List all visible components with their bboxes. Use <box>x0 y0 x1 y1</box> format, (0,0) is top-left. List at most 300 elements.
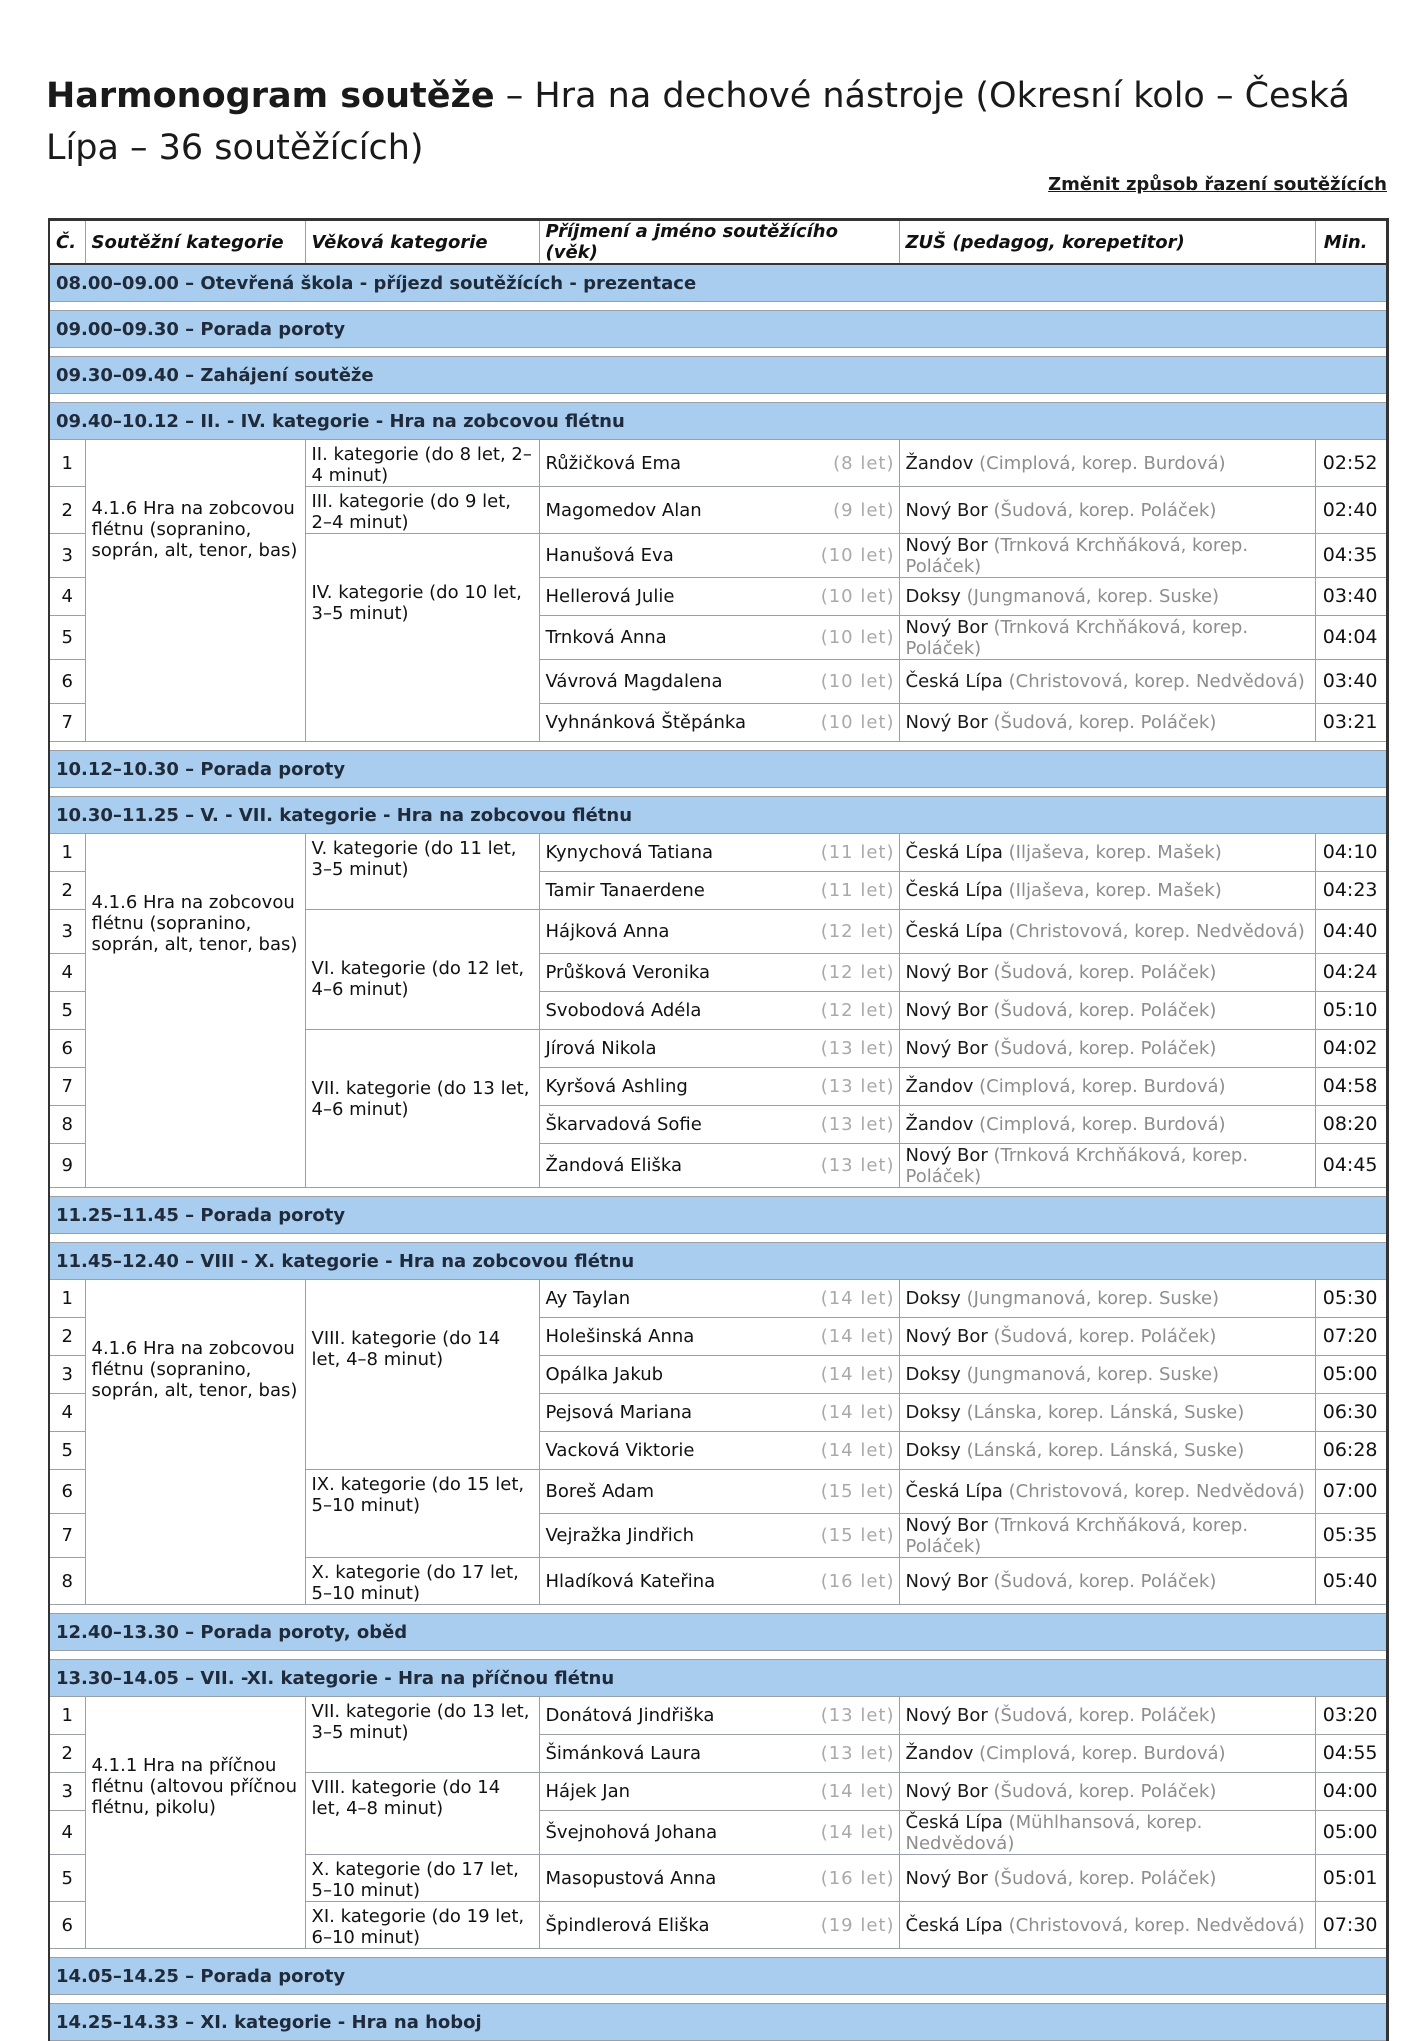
performance-time: 05:00 <box>1315 1356 1387 1394</box>
teacher-accompanist: (Šudová, korep. Poláček) <box>993 1781 1217 1802</box>
teacher-accompanist: (Christovová, korep. Nedvědová) <box>1008 671 1305 692</box>
contestant-age: (14 let) <box>820 1288 895 1309</box>
contestant-name: Hájková Anna <box>545 921 670 942</box>
time-slot-header <box>49 403 1387 440</box>
section-spacer-cell <box>49 1995 1387 2004</box>
school-name: Žandov <box>905 1076 974 1097</box>
school-cell <box>899 954 1315 992</box>
teacher-accompanist: (Šudová, korep. Poláček) <box>993 712 1217 733</box>
contestant-age: (13 let) <box>820 1038 895 1059</box>
school-cell <box>899 1068 1315 1106</box>
school-name: Česká Lípa <box>905 880 1003 901</box>
col-header-num: Č. <box>49 220 85 265</box>
row-number: 1 <box>49 440 85 487</box>
school-name: Nový Bor <box>905 962 988 983</box>
row-number: 2 <box>49 487 85 534</box>
contestant-name: Pejsová Mariana <box>545 1402 693 1423</box>
contestant-age: (14 let) <box>820 1781 895 1802</box>
title-subtitle: – Hra na dechové nástroje (Okresní kolo – Česká Lípa – 36 soutěžících) <box>46 76 1350 168</box>
section-spacer <box>49 1949 1387 1958</box>
contestant-cell <box>539 1394 899 1432</box>
competition-category: 4.1.6 Hra na zobcovou flétnu (sopranino, soprán, alt, tenor, bas) <box>85 440 305 742</box>
school-name: Nový Bor <box>905 1867 988 1889</box>
school-cell <box>899 1558 1315 1605</box>
time-slot-header <box>49 311 1387 348</box>
section-spacer <box>49 1651 1387 1660</box>
contestant-name: Žandová Eliška <box>545 1155 683 1176</box>
teacher-accompanist: (Trnková Krchňáková, korep. Poláček) <box>905 1514 1249 1557</box>
performance-time: 05:30 <box>1315 1280 1387 1318</box>
contestant-cell <box>539 1773 899 1811</box>
row-number: 6 <box>49 660 85 704</box>
contestant-name: Vacková Viktorie <box>545 1440 695 1461</box>
teacher-accompanist: (Cimplová, korep. Burdová) <box>979 1114 1226 1135</box>
school-name: Česká Lípa <box>905 1811 1003 1833</box>
time-slot-label: 08.00–09.00 – Otevřená škola - příjezd soutěžících - prezentace <box>49 264 1387 302</box>
performance-time: 04:02 <box>1315 1030 1387 1068</box>
section-spacer-cell <box>49 742 1387 751</box>
school-cell <box>899 1030 1315 1068</box>
col-header-name: Příjmení a jméno soutěžícího (věk) <box>539 220 899 265</box>
row-number: 4 <box>49 1394 85 1432</box>
table-header-row <box>49 220 1387 265</box>
contestant-name: Průšková Veronika <box>545 962 710 983</box>
row-number: 4 <box>49 578 85 616</box>
teacher-accompanist: (Cimplová, korep. Burdová) <box>979 452 1226 474</box>
contestant-age: (13 let) <box>820 1705 895 1726</box>
contestant-name: Špindlerová Eliška <box>545 1914 710 1936</box>
contestant-age: (12 let) <box>820 921 895 942</box>
contestant-age: (13 let) <box>820 1076 895 1097</box>
col-header-min: Min. <box>1315 220 1387 265</box>
school-name: Česká Lípa <box>905 842 1003 863</box>
col-header-school: ZUŠ (pedagog, korepetitor) <box>899 220 1315 265</box>
school-name: Nový Bor <box>905 1705 988 1726</box>
teacher-accompanist: (Trnková Krchňáková, korep. Poláček) <box>905 534 1249 577</box>
teacher-accompanist: (Šudová, korep. Poláček) <box>993 1000 1217 1021</box>
contestant-age: (13 let) <box>820 1743 895 1764</box>
row-number: 1 <box>49 834 85 872</box>
row-number: 3 <box>49 534 85 578</box>
col-header-category: Soutěžní kategorie <box>85 220 305 265</box>
age-category: V. kategorie (do 11 let, 3–5 minut) <box>305 834 539 910</box>
contestant-name: Donátová Jindřiška <box>545 1705 715 1726</box>
contestant-name: Hladíková Kateřina <box>545 1570 716 1592</box>
time-slot-header <box>49 357 1387 394</box>
school-cell <box>899 578 1315 616</box>
contestant-age: (15 let) <box>820 1481 895 1502</box>
school-cell <box>899 1697 1315 1735</box>
contestant-age: (16 let) <box>820 1867 895 1889</box>
contestant-cell <box>539 1470 899 1514</box>
row-number: 1 <box>49 1697 85 1735</box>
performance-time: 05:00 <box>1315 1811 1387 1855</box>
section-spacer <box>49 394 1387 403</box>
school-cell <box>899 992 1315 1030</box>
contestant-cell <box>539 872 899 910</box>
section-spacer-cell <box>49 788 1387 797</box>
row-number: 4 <box>49 954 85 992</box>
section-spacer <box>49 348 1387 357</box>
contestant-name: Masopustová Anna <box>545 1867 717 1889</box>
contestant-cell <box>539 910 899 954</box>
time-slot-label: 13.30–14.05 – VII. -XI. kategorie - Hra na příčnou flétnu <box>49 1660 1387 1697</box>
school-cell <box>899 487 1315 534</box>
schedule-table <box>48 218 1389 2041</box>
contestant-cell <box>539 834 899 872</box>
school-name: Doksy <box>905 1364 961 1385</box>
age-category: VIII. kategorie (do 14 let, 4–8 minut) <box>305 1280 539 1470</box>
time-slot-label: 14.05–14.25 – Porada poroty <box>49 1958 1387 1995</box>
contestant-age: (10 let) <box>820 627 895 648</box>
section-spacer <box>49 1188 1387 1197</box>
contestant-name: Magomedov Alan <box>545 499 702 521</box>
contestant-age: (16 let) <box>820 1570 895 1592</box>
teacher-accompanist: (Šudová, korep. Poláček) <box>993 1570 1217 1592</box>
school-name: Nový Bor <box>905 1781 988 1802</box>
performance-time: 04:00 <box>1315 1773 1387 1811</box>
table-row <box>49 1280 1387 1318</box>
contestant-cell <box>539 1356 899 1394</box>
school-cell <box>899 660 1315 704</box>
performance-time: 02:40 <box>1315 487 1387 534</box>
row-number: 3 <box>49 1773 85 1811</box>
contestant-name: Jírová Nikola <box>545 1038 657 1059</box>
contestant-cell <box>539 1514 899 1558</box>
school-name: Doksy <box>905 1440 961 1461</box>
school-name: Nový Bor <box>905 712 988 733</box>
time-slot-header <box>49 2004 1387 2041</box>
performance-time: 04:40 <box>1315 910 1387 954</box>
school-cell <box>899 534 1315 578</box>
contestant-cell <box>539 440 899 487</box>
school-cell <box>899 1394 1315 1432</box>
contestant-cell <box>539 660 899 704</box>
teacher-accompanist: (Šudová, korep. Poláček) <box>993 1867 1217 1889</box>
contestant-name: Hanušová Eva <box>545 545 674 566</box>
contestant-age: (10 let) <box>820 712 895 733</box>
section-spacer-cell <box>49 394 1387 403</box>
school-cell <box>899 704 1315 742</box>
age-category: X. kategorie (do 17 let, 5–10 minut) <box>305 1558 539 1605</box>
contestant-name: Švejnohová Johana <box>545 1822 718 1843</box>
school-cell <box>899 1470 1315 1514</box>
school-cell <box>899 872 1315 910</box>
section-spacer <box>49 742 1387 751</box>
schedule-body <box>49 264 1387 2041</box>
school-cell <box>899 616 1315 660</box>
contestant-age: (13 let) <box>820 1114 895 1135</box>
contestant-cell <box>539 992 899 1030</box>
time-slot-header <box>49 1614 1387 1651</box>
teacher-accompanist: (Jungmanová, korep. Suske) <box>966 1288 1220 1309</box>
school-cell <box>899 834 1315 872</box>
section-spacer-cell <box>49 348 1387 357</box>
school-name: Česká Lípa <box>905 671 1003 692</box>
teacher-accompanist: (Christovová, korep. Nedvědová) <box>1008 921 1305 942</box>
teacher-accompanist: (Lánska, korep. Lánská, Suske) <box>966 1402 1245 1423</box>
school-name: Doksy <box>905 586 961 607</box>
school-name: Česká Lípa <box>905 1914 1003 1936</box>
contestant-name: Kynychová Tatiana <box>545 842 714 863</box>
row-number: 9 <box>49 1144 85 1188</box>
contestant-name: Vávrová Magdalena <box>545 671 723 692</box>
teacher-accompanist: (Christovová, korep. Nedvědová) <box>1008 1481 1305 1502</box>
contestant-age: (14 let) <box>820 1440 895 1461</box>
school-name: Žandov <box>905 452 974 474</box>
teacher-accompanist: (Cimplová, korep. Burdová) <box>979 1076 1226 1097</box>
performance-time: 05:01 <box>1315 1855 1387 1902</box>
school-cell <box>899 1356 1315 1394</box>
time-slot-label: 09.00–09.30 – Porada poroty <box>49 311 1387 348</box>
contestant-age: (11 let) <box>820 842 895 863</box>
row-number: 5 <box>49 992 85 1030</box>
performance-time: 04:23 <box>1315 872 1387 910</box>
teacher-accompanist: (Trnková Krchňáková, korep. Poláček) <box>905 1144 1249 1187</box>
age-category: III. kategorie (do 9 let, 2–4 minut) <box>305 487 539 534</box>
row-number: 3 <box>49 910 85 954</box>
teacher-accompanist: (Lánská, korep. Lánská, Suske) <box>966 1440 1245 1461</box>
section-spacer <box>49 1605 1387 1614</box>
contestant-cell <box>539 1030 899 1068</box>
change-sort-link[interactable]: Změnit způsob řazení soutěžících <box>1048 174 1387 195</box>
contestant-cell <box>539 1068 899 1106</box>
contestant-age: (14 let) <box>820 1364 895 1385</box>
contestant-name: Kyršová Ashling <box>545 1076 688 1097</box>
performance-time: 07:20 <box>1315 1318 1387 1356</box>
row-number: 6 <box>49 1030 85 1068</box>
section-spacer-cell <box>49 1234 1387 1243</box>
contestant-age: (8 let) <box>833 452 895 474</box>
performance-time: 05:10 <box>1315 992 1387 1030</box>
performance-time: 04:04 <box>1315 616 1387 660</box>
age-category: VII. kategorie (do 13 let, 4–6 minut) <box>305 1030 539 1188</box>
teacher-accompanist: (Šudová, korep. Poláček) <box>993 1326 1217 1347</box>
contestant-name: Ay Taylan <box>545 1288 631 1309</box>
performance-time: 03:20 <box>1315 1697 1387 1735</box>
row-number: 5 <box>49 1432 85 1470</box>
age-category: IV. kategorie (do 10 let, 3–5 minut) <box>305 534 539 742</box>
time-slot-header <box>49 264 1387 302</box>
contestant-cell <box>539 704 899 742</box>
competition-category: 4.1.6 Hra na zobcovou flétnu (sopranino, soprán, alt, tenor, bas) <box>85 1280 305 1605</box>
contestant-name: Šimánková Laura <box>545 1743 701 1764</box>
teacher-accompanist: (Šudová, korep. Poláček) <box>993 499 1217 521</box>
page-title <box>46 70 1376 174</box>
contestant-cell <box>539 1902 899 1949</box>
contestant-age: (19 let) <box>820 1914 895 1936</box>
teacher-accompanist: (Jungmanová, korep. Suske) <box>966 586 1220 607</box>
performance-time: 04:58 <box>1315 1068 1387 1106</box>
performance-time: 03:21 <box>1315 704 1387 742</box>
school-name: Nový Bor <box>905 499 988 521</box>
teacher-accompanist: (Iljaševa, korep. Mašek) <box>1008 880 1222 901</box>
time-slot-label: 10.12–10.30 – Porada poroty <box>49 751 1387 788</box>
contestant-age: (10 let) <box>820 671 895 692</box>
age-category: IX. kategorie (do 15 let, 5–10 minut) <box>305 1470 539 1558</box>
school-name: Nový Bor <box>905 534 988 556</box>
contestant-name: Trnková Anna <box>545 627 667 648</box>
contestant-cell <box>539 1855 899 1902</box>
time-slot-label: 10.30–11.25 – V. - VII. kategorie - Hra na zobcovou flétnu <box>49 797 1387 834</box>
teacher-accompanist: (Jungmanová, korep. Suske) <box>966 1364 1220 1385</box>
school-cell <box>899 440 1315 487</box>
contestant-cell <box>539 1432 899 1470</box>
age-category: VII. kategorie (do 13 let, 3–5 minut) <box>305 1697 539 1773</box>
contestant-name: Růžičková Ema <box>545 452 682 474</box>
age-category: VI. kategorie (do 12 let, 4–6 minut) <box>305 910 539 1030</box>
contestant-cell <box>539 1735 899 1773</box>
age-category: XI. kategorie (do 19 let, 6–10 minut) <box>305 1902 539 1949</box>
age-category: X. kategorie (do 17 let, 5–10 minut) <box>305 1855 539 1902</box>
school-cell <box>899 1735 1315 1773</box>
contestant-name: Opálka Jakub <box>545 1364 664 1385</box>
row-number: 4 <box>49 1811 85 1855</box>
contestant-cell <box>539 616 899 660</box>
row-number: 3 <box>49 1356 85 1394</box>
row-number: 8 <box>49 1106 85 1144</box>
section-spacer-cell <box>49 1188 1387 1197</box>
col-header-age-category: Věková kategorie <box>305 220 539 265</box>
school-cell <box>899 1514 1315 1558</box>
contestant-name: Škarvadová Sofie <box>545 1114 702 1135</box>
performance-time: 05:40 <box>1315 1558 1387 1605</box>
teacher-accompanist: (Mühlhansová, korep. Nedvědová) <box>905 1811 1203 1854</box>
table-row <box>49 834 1387 872</box>
teacher-accompanist: (Christovová, korep. Nedvědová) <box>1008 1914 1305 1936</box>
performance-time: 07:30 <box>1315 1902 1387 1949</box>
table-row <box>49 440 1387 487</box>
row-number: 6 <box>49 1470 85 1514</box>
section-spacer-cell <box>49 1949 1387 1958</box>
contestant-age: (10 let) <box>820 545 895 566</box>
time-slot-header <box>49 1958 1387 1995</box>
contestant-age: (15 let) <box>820 1525 895 1546</box>
teacher-accompanist: (Cimplová, korep. Burdová) <box>979 1743 1226 1764</box>
row-number: 5 <box>49 1855 85 1902</box>
school-cell <box>899 1318 1315 1356</box>
time-slot-label: 09.30–09.40 – Zahájení soutěže <box>49 357 1387 394</box>
contestant-age: (9 let) <box>833 499 895 521</box>
school-name: Nový Bor <box>905 1144 988 1166</box>
section-spacer <box>49 302 1387 311</box>
school-name: Nový Bor <box>905 1326 988 1347</box>
contestant-cell <box>539 487 899 534</box>
performance-time: 02:52 <box>1315 440 1387 487</box>
contestant-name: Vyhnánková Štěpánka <box>545 712 746 733</box>
school-name: Doksy <box>905 1402 961 1423</box>
row-number: 7 <box>49 1068 85 1106</box>
age-category: VIII. kategorie (do 14 let, 4–8 minut) <box>305 1773 539 1855</box>
contestant-name: Boreš Adam <box>545 1481 655 1502</box>
performance-time: 06:30 <box>1315 1394 1387 1432</box>
section-spacer <box>49 1995 1387 2004</box>
contestant-cell <box>539 1280 899 1318</box>
section-spacer <box>49 1234 1387 1243</box>
school-name: Nový Bor <box>905 1570 988 1592</box>
contestant-name: Hellerová Julie <box>545 586 675 607</box>
row-number: 5 <box>49 616 85 660</box>
performance-time: 05:35 <box>1315 1514 1387 1558</box>
school-name: Nový Bor <box>905 1000 988 1021</box>
school-cell <box>899 1902 1315 1949</box>
contestant-cell <box>539 1318 899 1356</box>
performance-time: 06:28 <box>1315 1432 1387 1470</box>
time-slot-label: 11.45–12.40 – VIII - X. kategorie - Hra na zobcovou flétnu <box>49 1243 1387 1280</box>
section-spacer-cell <box>49 302 1387 311</box>
performance-time: 07:00 <box>1315 1470 1387 1514</box>
performance-time: 04:35 <box>1315 534 1387 578</box>
contestant-age: (13 let) <box>820 1155 895 1176</box>
contestant-age: (14 let) <box>820 1822 895 1843</box>
contestant-age: (14 let) <box>820 1326 895 1347</box>
title-main: Harmonogram soutěže <box>46 76 495 116</box>
performance-time: 03:40 <box>1315 660 1387 704</box>
contestant-cell <box>539 1697 899 1735</box>
teacher-accompanist: (Trnková Krchňáková, korep. Poláček) <box>905 616 1249 659</box>
school-cell <box>899 1144 1315 1188</box>
school-cell <box>899 1280 1315 1318</box>
section-spacer-cell <box>49 1651 1387 1660</box>
school-cell <box>899 1432 1315 1470</box>
contestant-age: (14 let) <box>820 1402 895 1423</box>
contestant-cell <box>539 954 899 992</box>
school-name: Česká Lípa <box>905 1481 1003 1502</box>
school-name: Nový Bor <box>905 1038 988 1059</box>
school-cell <box>899 910 1315 954</box>
row-number: 8 <box>49 1558 85 1605</box>
contestant-name: Hájek Jan <box>545 1781 631 1802</box>
age-category: II. kategorie (do 8 let, 2–4 minut) <box>305 440 539 487</box>
row-number: 2 <box>49 872 85 910</box>
row-number: 2 <box>49 1318 85 1356</box>
contestant-cell <box>539 578 899 616</box>
school-name: Doksy <box>905 1288 961 1309</box>
time-slot-header <box>49 1660 1387 1697</box>
section-spacer-cell <box>49 1605 1387 1614</box>
contestant-name: Holešinská Anna <box>545 1326 695 1347</box>
time-slot-header <box>49 751 1387 788</box>
competition-category: 4.1.6 Hra na zobcovou flétnu (sopranino, soprán, alt, tenor, bas) <box>85 834 305 1188</box>
performance-time: 03:40 <box>1315 578 1387 616</box>
school-name: Žandov <box>905 1743 974 1764</box>
table-row <box>49 1697 1387 1735</box>
school-name: Česká Lípa <box>905 921 1003 942</box>
school-name: Žandov <box>905 1114 974 1135</box>
time-slot-header <box>49 1243 1387 1280</box>
school-cell <box>899 1811 1315 1855</box>
teacher-accompanist: (Šudová, korep. Poláček) <box>993 962 1217 983</box>
school-name: Nový Bor <box>905 1514 988 1536</box>
performance-time: 04:55 <box>1315 1735 1387 1773</box>
performance-time: 08:20 <box>1315 1106 1387 1144</box>
school-cell <box>899 1855 1315 1902</box>
time-slot-label: 09.40–10.12 – II. - IV. kategorie - Hra na zobcovou flétnu <box>49 403 1387 440</box>
teacher-accompanist: (Šudová, korep. Poláček) <box>993 1038 1217 1059</box>
row-number: 6 <box>49 1902 85 1949</box>
performance-time: 04:45 <box>1315 1144 1387 1188</box>
contestant-cell <box>539 534 899 578</box>
row-number: 7 <box>49 1514 85 1558</box>
row-number: 2 <box>49 1735 85 1773</box>
contestant-age: (11 let) <box>820 880 895 901</box>
school-cell <box>899 1106 1315 1144</box>
time-slot-header <box>49 797 1387 834</box>
contestant-cell <box>539 1558 899 1605</box>
contestant-cell <box>539 1811 899 1855</box>
row-number: 1 <box>49 1280 85 1318</box>
teacher-accompanist: (Iljaševa, korep. Mašek) <box>1008 842 1222 863</box>
